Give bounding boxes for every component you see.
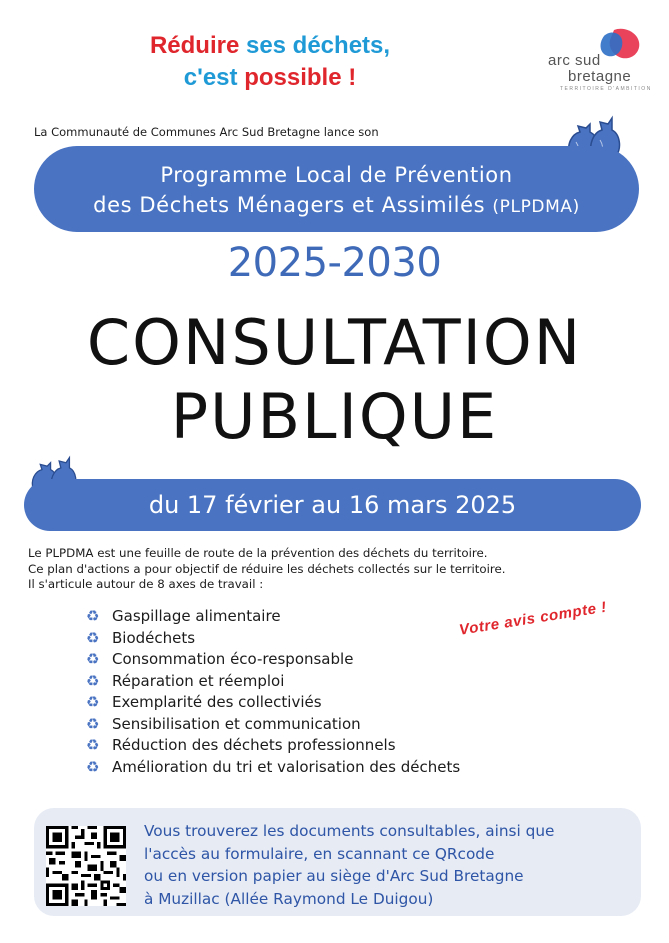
list-item [86, 628, 460, 650]
slogan-word-cest: c'est [183, 64, 238, 91]
list-item [86, 606, 460, 628]
recycle-icon: ♻ [86, 714, 100, 733]
programme-line2: des Déchets Ménagers et Assimilés [93, 193, 486, 217]
description [28, 546, 505, 593]
programme-line1: Programme Local de Prévention [160, 163, 513, 187]
axis-label: Réparation et réemploi [112, 671, 285, 690]
axis-label: Biodéchets [112, 628, 196, 647]
axis-label: Amélioration du tri et valorisation des déchets [112, 757, 461, 776]
axis-label: Gaspillage alimentaire [112, 607, 281, 625]
description-line3: Il s'articule autour de 8 axes de travail : [28, 577, 264, 591]
list-item [86, 671, 460, 693]
programme-banner [34, 146, 639, 232]
dates-banner: du 17 février au 16 mars 2025 [24, 479, 641, 531]
recycle-icon: ♻ [86, 693, 100, 711]
axis-label: Sensibilisation et communication [112, 714, 361, 733]
logo-tagline: TERRITOIRE D'AMBITION [560, 86, 652, 92]
title-line1: CONSULTATION [86, 306, 583, 379]
years-heading: 2025-2030 [227, 240, 442, 286]
slogan-word-possible: possible ! [237, 64, 357, 91]
intro-text: La Communauté de Communes Arc Sud Bretagne lance son [34, 125, 379, 139]
axis-label: Exemplarité des collectiviés [112, 693, 322, 711]
footer-line4: à Muzillac (Allée Raymond Le Duigou) [144, 889, 434, 908]
footer-line2: l'accès au formulaire, en scannant ce QRcode [144, 844, 495, 863]
title-line2: PUBLIQUE [170, 380, 499, 453]
footer-text [144, 820, 624, 910]
votre-avis-callout: Votre avis compte ! [458, 598, 609, 639]
slogan [130, 30, 410, 94]
description-line2: Ce plan d'actions a pour objectif de réduire les déchets collectés sur le territoire. [28, 561, 506, 576]
axis-label: Réduction des déchets professionnels [112, 736, 396, 754]
recycle-icon: ♻ [86, 736, 100, 754]
recycle-icon: ♻ [86, 757, 100, 776]
recycle-icon: ♻ [86, 671, 100, 690]
programme-line2-wrap [34, 193, 639, 217]
logo-line2: bretagne [568, 68, 632, 85]
list-item [86, 649, 460, 671]
list-item [86, 757, 460, 779]
recycle-icon: ♻ [86, 650, 100, 668]
programme-abbrev: (PLPDMA) [492, 197, 580, 217]
slogan-word-dechets: ses déchets, [239, 32, 391, 59]
recycle-icon: ♻ [86, 607, 100, 625]
footer-line1: Vous trouverez les documents consultables, ainsi que [144, 822, 555, 840]
description-line1: Le PLPDMA est une feuille de route de la prévention des déchets du territoire. [28, 546, 488, 560]
slogan-word-reduire: Réduire [149, 32, 240, 59]
main-title [0, 306, 669, 454]
list-item [86, 692, 460, 714]
qr-code-icon[interactable] [46, 826, 126, 906]
list-item [86, 735, 460, 757]
axes-list [86, 606, 460, 778]
axis-label: Consommation éco-responsable [112, 650, 354, 668]
recycle-icon: ♻ [86, 628, 100, 647]
logo-line1: arc sud [548, 52, 601, 69]
footer-line3: ou en version papier au siège d'Arc Sud Bretagne [144, 867, 524, 885]
list-item [86, 714, 460, 736]
